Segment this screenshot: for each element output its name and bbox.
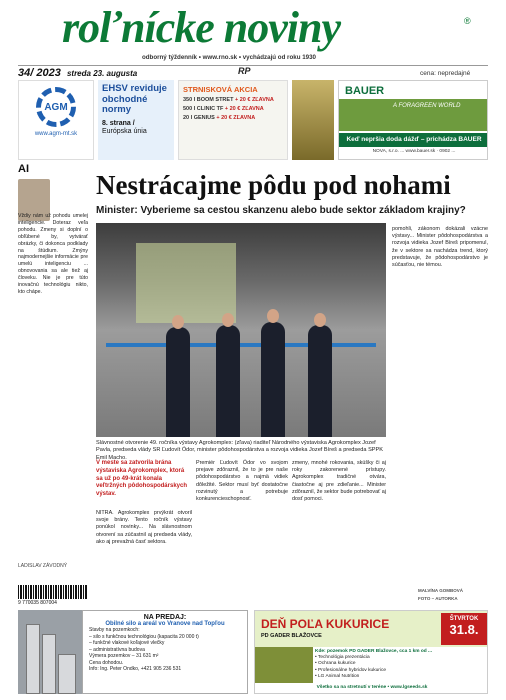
registered-mark: ®	[464, 16, 471, 26]
corn-ad-date: ŠTVRTOK 31.8.	[441, 613, 487, 645]
silo-photo	[18, 610, 82, 694]
photo-face	[222, 313, 234, 327]
eu-promo[interactable]	[98, 80, 174, 160]
strniskova-line: 350 I BOOM STRET + 20 € ZĽAVNA	[183, 97, 274, 103]
ai-column-text: Vždiy nám už pohodu umelej inteligencie. Doteraz veľa pohodu. Zmeny si doplní o obľúbené by, vytvárať obrázky, či dokonca podklady na štúdium. Zmýny najmodernejšie informácie pre umelú inteligenciu ... obnovovania sa ale tiež aj človeku. Nie je pre túto inovačnú technológiu nikto, kto chápe.	[18, 213, 88, 295]
masthead-tagline: odborný týždenník • www.rno.sk • vychádzajú od roku 1930	[142, 54, 316, 61]
ai-column	[18, 163, 88, 583]
barcode-number: 9 770035 807004	[18, 600, 57, 606]
silo-sale-ad[interactable]	[82, 610, 248, 694]
photo-banner	[136, 243, 236, 323]
article-headline[interactable]: Nestrácajme pôdu pod nohami	[96, 170, 451, 200]
eu-promo-title: EHSV reviduje obchodné normy	[102, 83, 167, 116]
corn-ad-company: PD GADER BLAŽOVCE	[261, 633, 322, 639]
silo-tower	[26, 624, 40, 694]
ai-column-author: LADISLAV ZÁVODNÝ	[18, 563, 68, 569]
photo-credit: FOTO – AUTORKA	[418, 596, 458, 601]
article-subhead: Minister: Vyberieme sa cestou skanzenu alebo bude sektor základom krajiny?	[96, 205, 466, 216]
sale-item: Info: Ing. Peter Ondko, +421 905 236 531	[89, 666, 182, 672]
corn-ad-headline: DEŇ POĽA KUKURICE	[261, 617, 390, 631]
article-lead: V meste sa zatvorila brána výstaviska Agrokomplex, ktorá sa už po 49-krát konala veľtržných pôdohospodárskych výstav.	[96, 460, 187, 498]
agm-ad[interactable]	[18, 80, 94, 160]
strniskova-title: STRNISKOVÁ AKCIA	[183, 85, 258, 94]
article-photo	[96, 223, 386, 437]
article-col-1: NITRA. Agrokomplex prvýkrát otvoril svoje brány. Tento ročník výstavy ponúkol novinky... Na slávnostnom otvorení sa zúčastnil aj predseda vlády, ako aj prevažná časť sektora.	[96, 510, 192, 545]
bauer-logo: BAUER	[345, 85, 385, 97]
seed-image	[292, 80, 334, 160]
corn-day-ad[interactable]	[254, 610, 488, 694]
masthead-title: roľnícke noviny	[62, 3, 341, 52]
strniskova-ad[interactable]	[178, 80, 288, 160]
sale-item: Výmera pozemkov – 31 631 m²	[89, 653, 159, 659]
issue-date: streda 23. augusta	[66, 69, 138, 78]
sale-subtitle: Obilné silo a areál vo Vranove nad Topľou	[105, 621, 225, 627]
photo-person	[216, 325, 240, 437]
issue-number: 34/ 2023	[18, 67, 61, 79]
photo-caption: Slávnostné otvorenie 49. ročníka výstavy Agrokomplex: (zľava) riaditeľ Národného výstaviska Agrokomplex Jozef Pavla, predseda vlády SR Ľudovít Ódor, minister pôdohospodárstva a rozvoja vidieka Jozef Bíreš a predseda SPPK Emil Macho.	[96, 440, 383, 461]
publisher-logo: RP	[238, 66, 251, 76]
photo-face	[267, 309, 279, 323]
article-author: MALVÍNA GOMBOVÁ	[418, 588, 463, 593]
bauer-ad[interactable]	[338, 80, 488, 160]
agm-logo: AGM	[36, 87, 76, 127]
article-col-right: pomohli, zákonom dokázali vzácne výstavy... Minister pôdohospodárstva a rozvoja vidieka Jozef Bíreš pripomenul, že v sektore sa nachádza trend, ktorý predstavuje, že pôdohospodárstvo je súčasťou, nie témou.	[392, 226, 488, 269]
photo-person	[261, 322, 285, 437]
header-divider	[18, 65, 488, 66]
barcode	[18, 585, 88, 599]
photo-face	[314, 313, 326, 327]
bauer-address: NOVA, s.r.o. ... www.bauer.sk · 0902 ...	[372, 149, 456, 154]
eu-promo-ref: 8. strana / Európska únia	[102, 119, 147, 136]
bauer-world: A FORAGREEN WORLD	[393, 103, 461, 109]
sale-item: Stavby na pozemkoch:	[89, 627, 140, 633]
issue-info	[18, 67, 137, 79]
silo-tower	[42, 634, 56, 694]
sale-title: NA PREDAJ:	[143, 614, 187, 621]
corn-ad-footer[interactable]: Všetko sa na stretnutí v teréne • www.lgseeds.sk	[316, 685, 428, 690]
price-label: cena: nepredajné	[420, 70, 471, 77]
agm-url: www.agm-mt.sk	[34, 131, 78, 137]
article-col-2: Premiér Ľudovít Ódor vo svojom prejave zdôraznil, že to je pre naše pôdohospodárstvo a najmä vidiek dôležité. Sektor musí byť dostatočne rozvinutý a potrebuje konkurencieschopnosť.	[196, 460, 288, 503]
strniskova-line: 500 I CLINIC TF + 20 € ZĽAVNA	[183, 106, 264, 112]
sale-item: – administratívna budova	[89, 646, 145, 653]
ai-label: AI	[18, 163, 29, 175]
photo-ribbon	[106, 343, 376, 347]
photo-face	[172, 315, 184, 329]
photo-person	[308, 325, 332, 437]
sale-item: Cena dohodou.	[89, 659, 124, 666]
silo-building	[58, 654, 76, 694]
sale-item: – funkčné vlakové koľajové vlečky	[89, 640, 165, 646]
sale-item: – silo s funkčnou technológiou (kapacita 20 000 t)	[89, 633, 199, 640]
bauer-slogan: Keď nepršia doda dážď – prichádza BAUER	[339, 133, 488, 147]
article-col-3: zmeny, mnohé rokovania, skúšky či aj roky zakorenené prístupy. Agrokomplex tradičné otvára, čiastočne aj pre zdieľanie... Minister zdôraznil, že sektor bude potrebovať aj dosť pomoci.	[292, 460, 386, 503]
strniskova-line: 20 I GENIUS + 20 € ZĽAVNA	[183, 115, 256, 121]
corn-field-image	[255, 647, 313, 683]
photo-person	[166, 327, 190, 437]
corn-ad-body: Kde: pozemok PD GADER Blažovce, cca 1 km od ... • Technológia prezentácia • Ochrana kukurice • Profesionálne hybridov kukurice • LG Animal Nutrition	[315, 649, 433, 679]
